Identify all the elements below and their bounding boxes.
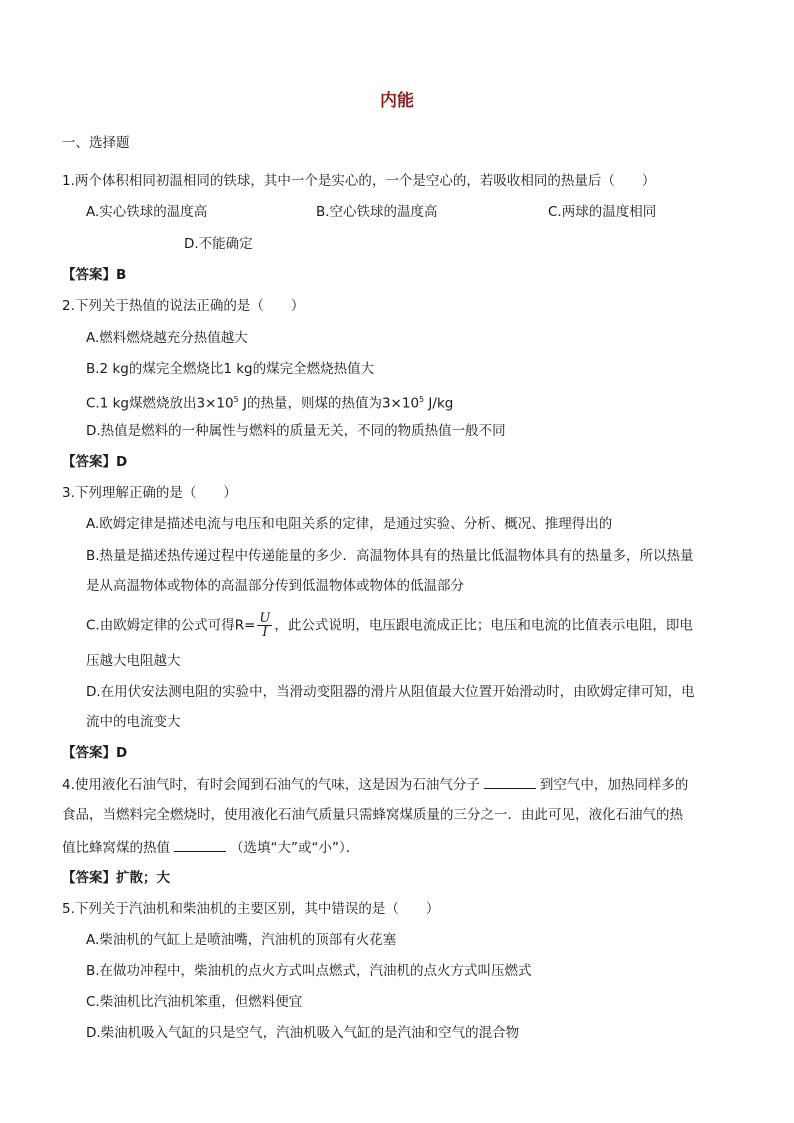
q1-option-a: A.实心铁球的温度高 [86,204,208,220]
q5-option-d: D.柴油机吸入气缸的只是空气，汽油机吸入气缸的是汽油和空气的混合物 [86,1025,520,1041]
q4-line3-prefix: 值比蜂窝煤的热值 [62,840,170,856]
q3-option-c-prefix: C.由欧姆定律的公式可得R= [86,617,256,634]
q1-answer: 【答案】B [62,267,127,283]
fraction-numerator: U [259,611,271,626]
q3-option-c-line1 [86,612,693,639]
q2-option-c [86,391,453,413]
q4-line1-prefix: 4.使用液化石油气时，有时会闻到石油气的气味，这是因为石油气分子 [62,777,480,793]
q4-line1-suffix: 到空气中，加热同样多的 [539,777,689,793]
q1-option-c: C.两球的温度相同 [548,204,657,220]
q5-option-b: B.在做功冲程中，柴油机的点火方式叫点燃式，汽油机的点火方式叫压燃式 [86,963,532,979]
q4-blank-1[interactable] [484,775,536,789]
q2-exponent-2: 5 [419,395,425,404]
q1-option-d: D.不能确定 [184,236,253,252]
q2-option-c-part2: J的热量，则煤的热值为3×10 [242,395,420,412]
q3-option-c-line2: 压越大电阻越大 [86,653,181,669]
q3-option-d-line1: D.在用伏安法测电阻的实验中，当滑动变阻器的滑片从阻值最大位置开始滑动时，由欧姆定律可知，电 [86,684,695,700]
q3-option-b-line1: B.热量是描述热传递过程中传递能量的多少．高温物体具有的热量比低温物体具有的热量多，所以热量 [86,548,694,564]
page-title: 内能 [380,91,414,111]
q3-option-a: A.欧姆定律是描述电流与电压和电阻关系的定律，是通过实验、分析、概况、推理得出的 [86,516,613,532]
q1-option-b: B.空心铁球的温度高 [316,204,438,220]
q2-option-c-part3: J/kg [428,395,454,412]
q2-option-c-part1: C.1 kg煤燃烧放出3×10 [86,395,234,412]
q2-answer: 【答案】D [62,454,128,470]
q4-line2: 食品，当燃料完全燃烧时，使用液化石油气质量只需蜂窝煤质量的三分之一．由此可见，液化石油气的热 [62,807,683,823]
q2-option-b: B.2 kg的煤完全燃烧比1 kg的煤完全燃烧热值大 [86,361,375,377]
q2-stem: 2.下列关于热值的说法正确的是（ ） [62,298,305,314]
q2-exponent-1: 5 [233,395,239,404]
q4-blank-2[interactable] [174,838,226,852]
q4-line1 [62,775,688,794]
q2-option-a: A.燃料燃烧越充分热值越大 [86,330,248,346]
q5-option-c: C.柴油机比汽油机笨重，但燃料便宜 [86,994,303,1010]
ohm-fraction [257,612,272,639]
fraction-denominator: I [262,625,268,640]
q4-answer: 【答案】扩散；大 [62,870,170,886]
q3-option-c-suffix: ，此公式说明，电压跟电流成正比；电压和电流的比值表示电阻，即电 [274,617,693,634]
q4-line3-suffix: （选填“大”或“小”）． [230,840,360,856]
q4-line3 [62,838,359,857]
q3-option-b-line2: 是从高温物体或物体的高温部分传到低温物体或物体的低温部分 [86,578,464,594]
q5-stem: 5.下列关于汽油机和柴油机的主要区别，其中错误的是（ ） [62,901,440,917]
q5-option-a: A.柴油机的气缸上是喷油嘴，汽油机的顶部有火花塞 [86,932,397,948]
q3-stem: 3.下列理解正确的是（ ） [62,485,237,501]
q3-option-d-line2: 流中的电流变大 [86,714,181,730]
q1-stem: 1.两个体积相同初温相同的铁球，其中一个是实心的，一个是空心的，若吸收相同的热量后（ ） [62,173,656,189]
q2-option-d: D.热值是燃料的一种属性与燃料的质量无关，不同的物质热值一般不同 [86,423,506,439]
section-heading: 一、选择题 [62,135,130,151]
q3-answer: 【答案】D [62,745,128,761]
